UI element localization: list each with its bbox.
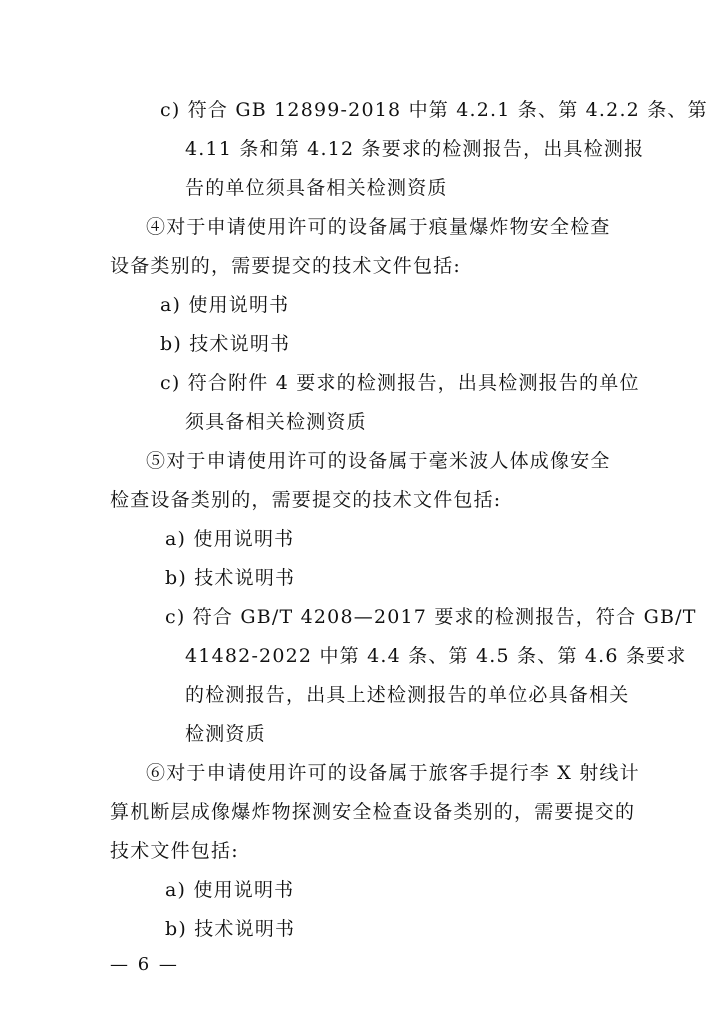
text-line: 技术文件包括:	[110, 840, 239, 862]
text-line: 检查设备类别的，需要提交的技术文件包括:	[110, 489, 502, 511]
text-line: 算机断层成像爆炸物探测安全检查设备类别的，需要提交的	[110, 801, 636, 823]
text-line: ④对于申请使用许可的设备属于痕量爆炸物安全检查	[146, 216, 611, 238]
text-line: a) 使用说明书	[160, 294, 290, 316]
text-line: ⑤对于申请使用许可的设备属于毫米波人体成像安全	[146, 450, 611, 472]
text-line: 设备类别的，需要提交的技术文件包括:	[110, 255, 462, 277]
text-line: 检测资质	[185, 723, 266, 745]
text-line: 的检测报告，出具上述检测报告的单位必具备相关	[185, 684, 630, 706]
page-number: — 6 —	[110, 954, 179, 975]
text-line: 41482-2022 中第 4.4 条、第 4.5 条、第 4.6 条要求	[185, 645, 687, 667]
text-line: c) 符合 GB/T 4208—2017 要求的检测报告，符合 GB/T	[165, 606, 697, 628]
text-line: c) 符合附件 4 要求的检测报告，出具检测报告的单位	[160, 372, 640, 394]
text-line: ⑥对于申请使用许可的设备属于旅客手提行李 X 射线计	[146, 762, 640, 784]
text-line: b) 技术说明书	[165, 567, 296, 589]
text-line: 告的单位须具备相关检测资质	[185, 177, 448, 199]
text-line: 4.11 条和第 4.12 条要求的检测报告，出具检测报	[185, 138, 645, 160]
text-line: a) 使用说明书	[165, 528, 295, 550]
text-line: c) 符合 GB 12899-2018 中第 4.2.1 条、第 4.2.2 条、第	[160, 99, 708, 121]
text-line: b) 技术说明书	[165, 918, 296, 940]
text-line: b) 技术说明书	[160, 333, 291, 355]
text-line: a) 使用说明书	[165, 879, 295, 901]
text-line: 须具备相关检测资质	[185, 411, 367, 433]
